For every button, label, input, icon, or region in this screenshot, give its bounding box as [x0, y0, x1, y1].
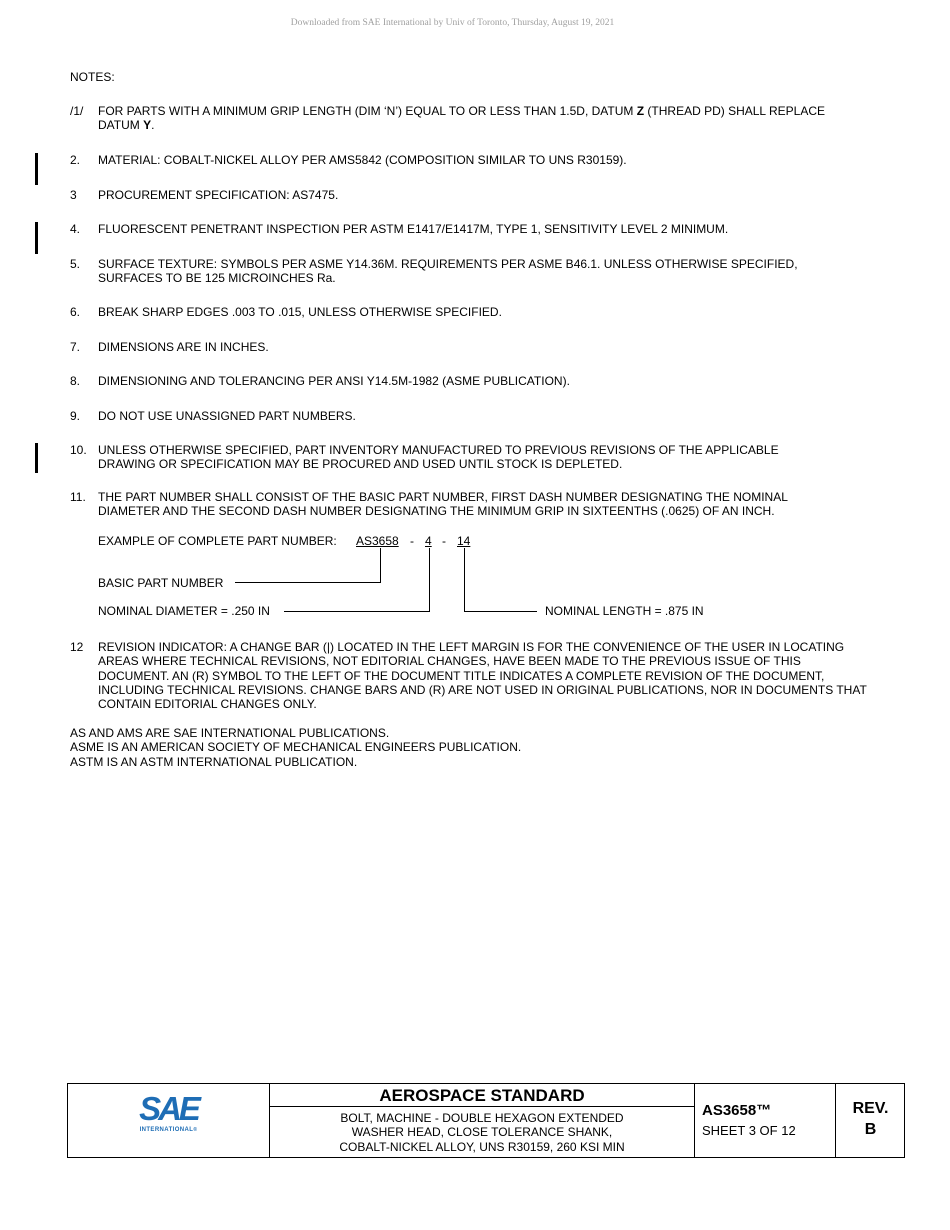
- example-basic-part: AS3658: [356, 534, 399, 548]
- note-text: BREAK SHARP EDGES .003 TO .015, UNLESS OTHERWISE SPECIFIED.: [98, 305, 502, 319]
- publication-line-astm: ASTM IS AN ASTM INTERNATIONAL PUBLICATION.: [70, 754, 358, 769]
- example-label: EXAMPLE OF COMPLETE PART NUMBER:: [98, 534, 337, 548]
- note-8: [70, 374, 870, 388]
- note-6: [70, 305, 870, 319]
- note-10: [70, 443, 870, 472]
- title-line-3: COBALT-NICKEL ALLOY, UNS R30159, 260 KSI MIN: [339, 1139, 625, 1154]
- note-text: REVISION INDICATOR: A CHANGE BAR (|) LOCATED IN THE LEFT MARGIN IS FOR THE CONVENIENCE OF THE USER IN LOCATING AREAS WHERE TECHNICAL REVISIONS, NOT EDITORIAL CHANGES, HAVE BEEN MADE TO THE PREVIOUS ISSUE OF THIS DOCUMENT. AN (R) SYMBOL TO THE LEFT OF THE DOCUMENT TITLE INDICATES A COMPLETE REVISION OF THE DOCUMENT, INCLUDING TECHNICAL REVISIONS. CHANGE BARS AND (R) ARE NOT USED IN ORIGINAL PUBLICATIONS, NOR IN DOCUMENTS THAT CONTAIN EDITORIAL CHANGES ONLY.: [98, 640, 867, 712]
- change-bar-note-4: [35, 222, 38, 254]
- leader-diameter-vertical: [429, 548, 430, 612]
- note-number: 9.: [70, 409, 81, 423]
- example-diameter-code: 4: [425, 534, 432, 548]
- publication-line-asme: ASME IS AN AMERICAN SOCIETY OF MECHANICAL ENGINEERS PUBLICATION.: [70, 740, 522, 755]
- example-dash-2: -: [442, 534, 446, 548]
- example-dash-1: -: [410, 534, 414, 548]
- download-watermark: Downloaded from SAE International by Univ of Toronto, Thursday, August 19, 2021: [290, 18, 615, 28]
- note-text: DIMENSIONING AND TOLERANCING PER ANSI Y14.5M-1982 (ASME PUBLICATION).: [98, 374, 570, 388]
- note-4: [70, 222, 870, 236]
- note-number: /1/: [70, 104, 84, 118]
- revision-label: REV.: [852, 1100, 889, 1117]
- note-number: 7.: [70, 340, 81, 354]
- leader-length-horizontal: [464, 611, 537, 612]
- note-3: [70, 188, 870, 202]
- change-bar-note-2: [35, 153, 38, 185]
- note-text: MATERIAL: COBALT-NICKEL ALLOY PER AMS5842 (COMPOSITION SIMILAR TO UNS R30159).: [98, 153, 627, 167]
- example-length-code: 14: [457, 534, 471, 548]
- note-12: [70, 640, 870, 711]
- note-5: [70, 257, 870, 286]
- note-number: 8.: [70, 374, 81, 388]
- note-text: UNLESS OTHERWISE SPECIFIED, PART INVENTORY MANUFACTURED TO PREVIOUS REVISIONS OF THE APPLICABLE DRAWING OR SPECIFICATION MAY BE PROCURED AND USED UNTIL STOCK IS DEPLETED.: [98, 443, 779, 472]
- leader-diameter-horizontal: [284, 611, 430, 612]
- note-text: THE PART NUMBER SHALL CONSIST OF THE BASIC PART NUMBER, FIRST DASH NUMBER DESIGNATING THE NOMINAL DIAMETER AND THE SECOND DASH NUMBER DESIGNATING THE MINIMUM GRIP IN SIXTEENTHS (.0625) OF AN INCH.: [98, 490, 788, 519]
- note-1: [70, 104, 870, 133]
- leader-basic-vertical: [380, 548, 381, 583]
- note-number: 11.: [70, 490, 86, 504]
- datum-z: Z: [636, 104, 645, 118]
- note-text: FOR PARTS WITH A MINIMUM GRIP LENGTH (DIM ‘N’) EQUAL TO OR LESS THAN 1.5D, DATUM Z (THREAD PD) SHALL REPLACE DATUM Y.: [98, 104, 826, 133]
- note-text: PROCUREMENT SPECIFICATION: AS7475.: [98, 188, 339, 202]
- nominal-length-label: NOMINAL LENGTH = .875 IN: [545, 604, 704, 618]
- publication-line-sae: AS AND AMS ARE SAE INTERNATIONAL PUBLICATIONS.: [70, 726, 390, 740]
- note-9: [70, 409, 870, 423]
- aerospace-standard-heading: AEROSPACE STANDARD: [379, 1086, 585, 1105]
- title-line-2: WASHER HEAD, CLOSE TOLERANCE SHANK,: [351, 1125, 613, 1140]
- note-text: DO NOT USE UNASSIGNED PART NUMBERS.: [98, 409, 356, 423]
- note-text: FLUORESCENT PENETRANT INSPECTION PER ASTM E1417/E1417M, TYPE 1, SENSITIVITY LEVEL 2 MINIMUM.: [98, 222, 729, 236]
- document-number: AS3658™: [702, 1102, 772, 1119]
- title-line-1: BOLT, MACHINE - DOUBLE HEXAGON EXTENDED: [340, 1111, 624, 1125]
- note-number: 6.: [70, 305, 81, 319]
- leader-length-vertical: [464, 548, 465, 612]
- nominal-diameter-label: NOMINAL DIAMETER = .250 IN: [98, 604, 270, 618]
- note-number: 10.: [70, 443, 87, 457]
- sae-logo: [68, 1092, 269, 1134]
- change-bar-note-10: [35, 443, 38, 473]
- note-2: [70, 153, 870, 167]
- publications-block: [70, 726, 521, 769]
- notes-heading: NOTES:: [70, 70, 115, 84]
- note-number: 12: [70, 640, 84, 654]
- note-number: 3: [70, 188, 77, 202]
- sheet-number: SHEET 3 OF 12: [702, 1123, 796, 1138]
- note-number: 4.: [70, 222, 81, 236]
- sae-logo-mark: SAE: [139, 1090, 198, 1127]
- leader-basic-horizontal: [235, 582, 381, 583]
- note-text: SURFACE TEXTURE: SYMBOLS PER ASME Y14.36M. REQUIREMENTS PER ASME B46.1. UNLESS OTHERWISE SPECIFIED, SURFACES TO BE 125 MICROINCHES Ra.: [98, 257, 798, 286]
- revision-value: B: [864, 1121, 877, 1138]
- document-title: [270, 1111, 694, 1154]
- datum-y: Y: [143, 118, 152, 133]
- note-number: 5.: [70, 257, 81, 271]
- basic-part-number-label: BASIC PART NUMBER: [98, 576, 224, 590]
- note-number: 2.: [70, 153, 81, 167]
- sae-logo-subtext: INTERNATIONAL®: [139, 1127, 198, 1133]
- title-block: [67, 1083, 905, 1158]
- note-7: [70, 340, 870, 354]
- note-text: DIMENSIONS ARE IN INCHES.: [98, 340, 269, 354]
- note-11: [70, 490, 870, 519]
